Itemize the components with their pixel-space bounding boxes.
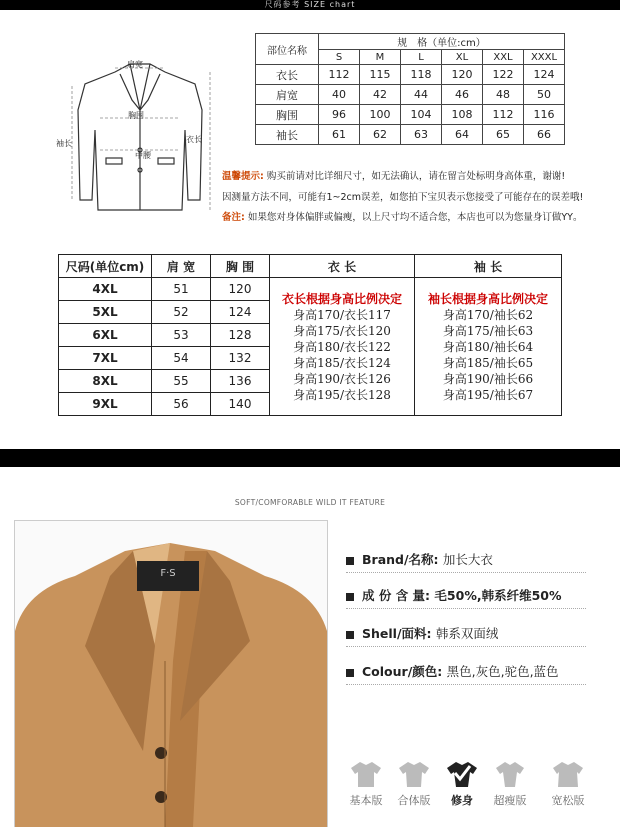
sleeve-line: 身高195/袖长67 bbox=[442, 387, 534, 402]
cell: 112 bbox=[319, 65, 360, 85]
feature-shell bbox=[346, 624, 498, 642]
cell: 65 bbox=[483, 125, 524, 145]
feature-label: Shell/面料: bbox=[362, 626, 432, 641]
coat-image bbox=[15, 521, 327, 827]
cell: 52 bbox=[152, 301, 211, 324]
note-text: 因测量方法不同，可能有1~2cm误差，如您拍下宝贝表示您接受了可能存在的误差哦! bbox=[222, 192, 584, 203]
size-header: XL bbox=[442, 50, 483, 65]
cell: 53 bbox=[152, 324, 211, 347]
feature-composition bbox=[346, 586, 562, 604]
diagram-shoulder-label: 肩宽 bbox=[127, 60, 143, 69]
cell: 61 bbox=[319, 125, 360, 145]
length-line: 身高185/衣长124 bbox=[293, 355, 391, 370]
cell: 120 bbox=[211, 278, 270, 301]
feature-label: Colour/颜色: bbox=[362, 664, 443, 679]
coat-label-logo: F·S bbox=[160, 568, 176, 579]
cell: 108 bbox=[442, 105, 483, 125]
part-name-header: 部位名称 bbox=[256, 34, 319, 65]
cell: 51 bbox=[152, 278, 211, 301]
fit-slim-selected bbox=[440, 760, 484, 808]
cell: 40 bbox=[319, 85, 360, 105]
cell: 96 bbox=[319, 105, 360, 125]
size-header: XXL bbox=[483, 50, 524, 65]
note-label: 温馨提示: bbox=[222, 171, 264, 182]
cell: 44 bbox=[401, 85, 442, 105]
shirt-icon bbox=[350, 760, 382, 788]
feature-colour bbox=[346, 662, 559, 680]
length-title: 衣长根据身高比例决定 bbox=[281, 291, 402, 306]
cell: 46 bbox=[442, 85, 483, 105]
size-table-plus bbox=[58, 254, 562, 416]
diagram-sleeve-label: 袖长 bbox=[56, 139, 72, 148]
spec-header: 规 格（单位:cm） bbox=[319, 34, 565, 50]
header-sleeve: 袖 长 bbox=[415, 255, 562, 278]
note-remark bbox=[222, 209, 582, 223]
feature-heading: SOFT/COMFORABLE WILD IT FEATURE bbox=[234, 498, 386, 507]
shirt-icon bbox=[552, 760, 584, 788]
cell: 132 bbox=[211, 347, 270, 370]
size-cell: 7XL bbox=[59, 347, 152, 370]
cell: 64 bbox=[442, 125, 483, 145]
row-label: 袖长 bbox=[256, 125, 319, 145]
note-text: 购买前请对比详细尺寸，如无法确认，请在留言处标明身高体重，谢谢! bbox=[266, 171, 566, 182]
fit-label: 修身 bbox=[451, 794, 473, 807]
table-row bbox=[59, 278, 562, 301]
feature-value: 黑色,灰色,驼色,蓝色 bbox=[446, 664, 559, 679]
cell: 124 bbox=[211, 301, 270, 324]
note-text: 如果您对身体偏胖或偏瘦，以上尺寸均不适合您，本店也可以为您量身订做YY。 bbox=[247, 212, 583, 223]
fit-extra-slim bbox=[488, 760, 532, 808]
bullet-square-icon bbox=[346, 557, 354, 565]
fit-label: 宽松版 bbox=[551, 794, 585, 807]
divider bbox=[346, 608, 586, 609]
size-cell: 6XL bbox=[59, 324, 152, 347]
cell: 120 bbox=[442, 65, 483, 85]
feature-value: 加长大衣 bbox=[442, 552, 493, 567]
cell: 48 bbox=[483, 85, 524, 105]
fit-loose bbox=[546, 760, 590, 808]
size-cell: 5XL bbox=[59, 301, 152, 324]
sleeve-line: 身高185/袖长65 bbox=[442, 355, 534, 370]
size-cell: 8XL bbox=[59, 370, 152, 393]
size-cell: 9XL bbox=[59, 393, 152, 416]
fit-label: 合体版 bbox=[397, 794, 431, 807]
cell: 140 bbox=[211, 393, 270, 416]
cell: 66 bbox=[524, 125, 565, 145]
header-length: 衣 长 bbox=[270, 255, 415, 278]
length-line: 身高195/衣长128 bbox=[293, 387, 391, 402]
size-header: S bbox=[319, 50, 360, 65]
cell: 62 bbox=[360, 125, 401, 145]
note-tip bbox=[222, 168, 565, 182]
cell: 54 bbox=[152, 347, 211, 370]
fit-label: 超瘦版 bbox=[493, 794, 527, 807]
cell: 50 bbox=[524, 85, 565, 105]
header-size: 尺码(单位cm) bbox=[59, 255, 152, 278]
size-cell: 4XL bbox=[59, 278, 152, 301]
sleeve-line: 身高175/袖长63 bbox=[442, 323, 534, 338]
size-header: XXXL bbox=[524, 50, 565, 65]
bullet-square-icon bbox=[346, 593, 354, 601]
divider bbox=[346, 684, 586, 685]
shirt-icon bbox=[398, 760, 430, 788]
length-line: 身高170/衣长117 bbox=[293, 307, 391, 322]
header-chest: 胸 围 bbox=[211, 255, 270, 278]
sleeve-line: 身高180/袖长64 bbox=[442, 339, 534, 354]
cell: 56 bbox=[152, 393, 211, 416]
cell: 100 bbox=[360, 105, 401, 125]
cell: 128 bbox=[211, 324, 270, 347]
sleeve-title: 袖长根据身高比例决定 bbox=[427, 291, 548, 306]
feature-label: Brand/名称: bbox=[362, 552, 439, 567]
note-measure bbox=[222, 189, 583, 203]
size-header: L bbox=[401, 50, 442, 65]
table-row bbox=[256, 125, 565, 145]
feature-label: 成 份 含 量: bbox=[362, 588, 431, 603]
cell: 136 bbox=[211, 370, 270, 393]
cell: 63 bbox=[401, 125, 442, 145]
diagram-chest-label: 胸围 bbox=[128, 111, 144, 120]
length-line: 身高180/衣长122 bbox=[293, 339, 391, 354]
size-header: M bbox=[360, 50, 401, 65]
cell: 55 bbox=[152, 370, 211, 393]
length-by-height-cell bbox=[270, 278, 415, 416]
row-label: 胸围 bbox=[256, 105, 319, 125]
cell: 124 bbox=[524, 65, 565, 85]
cell: 42 bbox=[360, 85, 401, 105]
sleeve-line: 身高170/袖长62 bbox=[442, 307, 534, 322]
fit-basic bbox=[344, 760, 388, 808]
row-label: 衣长 bbox=[256, 65, 319, 85]
divider bbox=[346, 646, 586, 647]
feature-value: 毛50%,韩系纤维50% bbox=[434, 588, 562, 603]
fit-regular bbox=[392, 760, 436, 808]
shirt-check-icon bbox=[446, 760, 478, 788]
cell: 115 bbox=[360, 65, 401, 85]
bullet-square-icon bbox=[346, 631, 354, 639]
divider bbox=[346, 572, 586, 573]
sleeve-by-height-cell bbox=[415, 278, 562, 416]
diagram-length-label: 衣长 bbox=[186, 135, 202, 144]
cell: 122 bbox=[483, 65, 524, 85]
size-table-standard bbox=[255, 33, 565, 145]
length-line: 身高190/衣长126 bbox=[293, 371, 391, 386]
row-label: 肩宽 bbox=[256, 85, 319, 105]
table-row bbox=[256, 85, 565, 105]
section-divider-band bbox=[0, 449, 620, 467]
sleeve-line: 身高190/袖长66 bbox=[442, 371, 534, 386]
length-line: 身高175/衣长120 bbox=[293, 323, 391, 338]
cell: 104 bbox=[401, 105, 442, 125]
feature-value: 韩系双面绒 bbox=[435, 626, 499, 641]
coat-photo-frame bbox=[14, 520, 328, 827]
fit-label: 基本版 bbox=[349, 794, 383, 807]
cell: 116 bbox=[524, 105, 565, 125]
cell: 118 bbox=[401, 65, 442, 85]
table-row bbox=[256, 105, 565, 125]
diagram-waist-label: 中腰 bbox=[135, 151, 151, 160]
size-chart-title: 尺码参考 SIZE chart bbox=[264, 0, 356, 9]
header-shoulder: 肩 宽 bbox=[152, 255, 211, 278]
cell: 112 bbox=[483, 105, 524, 125]
table-row bbox=[256, 65, 565, 85]
note-label: 备注: bbox=[222, 212, 245, 223]
feature-brand bbox=[346, 550, 493, 568]
bullet-square-icon bbox=[346, 669, 354, 677]
shirt-icon bbox=[494, 760, 526, 788]
